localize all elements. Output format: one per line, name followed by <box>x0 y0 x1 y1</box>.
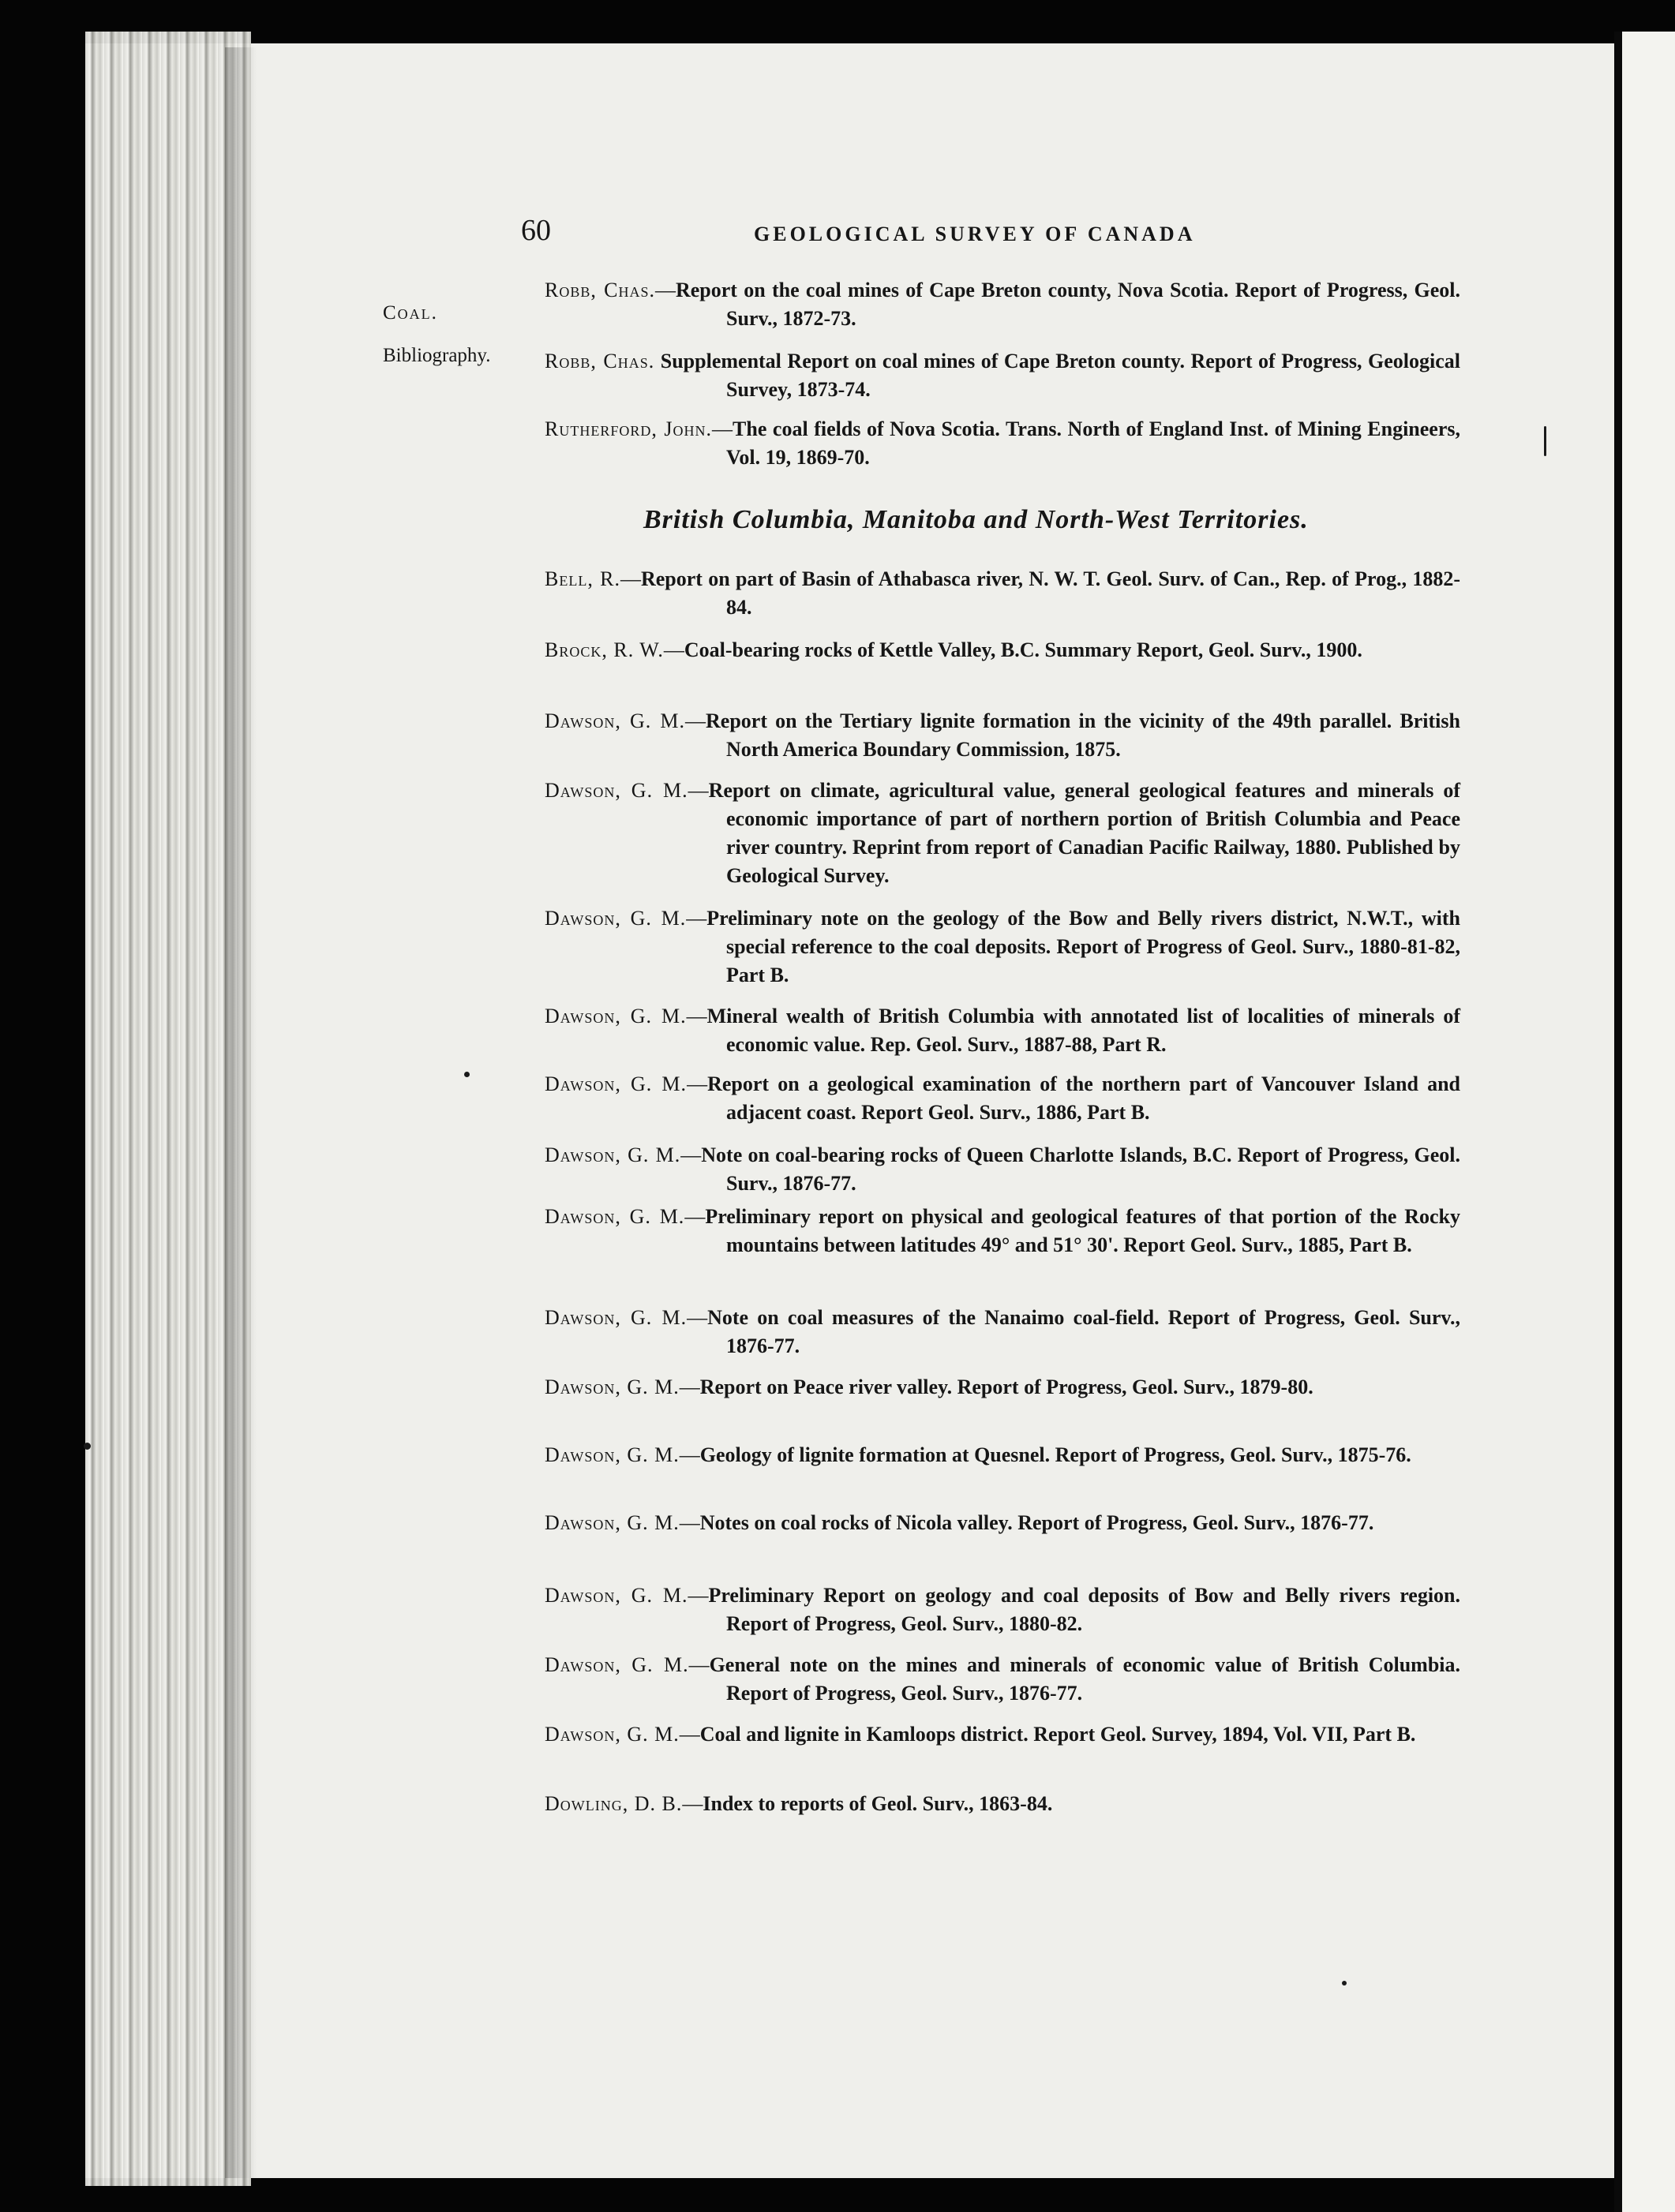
entry-author: Dawson, G. M. <box>545 1375 680 1398</box>
scan-speck <box>464 1072 470 1077</box>
entry-text: Preliminary note on the geology of the Bow and Belly rivers district, N.W.T., with special reference to the coal deposits. Report of Progress of Geol. Surv., 1880-81-82, Part B. <box>706 907 1460 986</box>
bibliography-entry <box>545 347 1460 404</box>
margin-note-bibliography: Bibliography. <box>383 345 491 366</box>
entry-author: Brock, R. W. <box>545 638 664 661</box>
entry-author: Dawson, G. M. <box>545 1511 680 1534</box>
bibliography-entry: Dawson, G. M.—Preliminary Report on geology and coal deposits of Bow and Belly rivers region. Report of Progress, Geol. Surv., 1880-82. <box>545 1584 1461 1635</box>
entry-author: Dawson, G. M. <box>545 1205 685 1228</box>
bibliography-entry: Dawson, G. M.—General note on the mines and minerals of economic value of British Columbia. Report of Progress, Geol. Surv., 1876-77. <box>545 1653 1460 1705</box>
bibliography-entry: Dawson, G. M.—Report on the Tertiary lignite formation in the vicinity of the 49th parallel. British North America Boundary Commission, 1875. <box>545 709 1460 761</box>
bibliography-entry: Dawson, G. M.—Geology of lignite formation at Quesnel. Report of Progress, Geol. Surv., 1875-76. <box>545 1443 1411 1466</box>
scan-speck <box>1342 1981 1347 1986</box>
scan-mark <box>1544 426 1546 456</box>
bibliography-entry: Dowling, D. B.—Index to reports of Geol. Surv., 1863-84. <box>545 1792 1053 1815</box>
entry-author: Dawson, G. M. <box>545 1306 688 1329</box>
entry-author: Dowling, D. B. <box>545 1792 683 1815</box>
entry-author: Robb, Chas. <box>545 279 655 301</box>
margin-note-coal: Coal. <box>383 302 438 324</box>
entry-text: Notes on coal rocks of Nicola valley. Report of Progress, Geol. Surv., 1876-77. <box>699 1511 1374 1534</box>
bibliography-entry: Bell, R.—Report on part of Basin of Athabasca river, N. W. T. Geol. Surv. of Can., Rep. of Prog., 1882-84. <box>545 567 1461 619</box>
entry-text: Preliminary Report on geology and coal deposits of Bow and Belly rivers region. Report of Progress, Geol. Surv., 1880-82. <box>708 1584 1461 1635</box>
running-head: GEOLOGICAL SURVEY OF CANADA <box>754 223 1196 245</box>
section-heading: British Columbia, Manitoba and North-West Territories. <box>643 505 1309 534</box>
entry-author: Dawson, G. M. <box>545 1143 681 1166</box>
entry-text: Preliminary report on physical and geological features of that portion of the Rocky mountains between latitudes 49° and 51° 30'. Report Geol. Surv., 1885, Part B. <box>705 1205 1460 1256</box>
bibliography-entry: Dawson, G. M.—Notes on coal rocks of Nicola valley. Report of Progress, Geol. Surv., 1876-77. <box>545 1511 1374 1534</box>
bibliography-entry: Dawson, G. M.—Note on coal measures of the Nanaimo coal-field. Report of Progress, Geol. Surv., 1876-77. <box>545 1306 1460 1357</box>
scan-speck <box>84 1443 91 1450</box>
entry-author: Robb, Chas. <box>545 350 655 372</box>
entry-author: Dawson, G. M. <box>545 1443 680 1466</box>
bibliography-entry: Dawson, G. M.—Preliminary report on physical and geological features of that portion of the Rocky mountains between latitudes 49° and 51° 30'. Report Geol. Surv., 1885, Part B. <box>545 1205 1460 1256</box>
bibliography-entry: Dawson, G. M.—Coal and lignite in Kamloops district. Report Geol. Survey, 1894, Vol. VII, Part B. <box>545 1723 1416 1746</box>
bibliography-entry: Dawson, G. M.—Report on Peace river valley. Report of Progress, Geol. Surv., 1879-80. <box>545 1375 1313 1398</box>
entry-author: Dawson, G. M. <box>545 1072 688 1095</box>
entry-text: Report on the Tertiary lignite formation in the vicinity of the 49th parallel. British North America Boundary Commission, 1875. <box>706 709 1460 761</box>
bibliography-entry: Dawson, G. M.—Mineral wealth of British Columbia with annotated list of localities of minerals of economic value. Rep. Geol. Surv., 1887-88, Part R. <box>545 1005 1461 1056</box>
bibliography-entry: Brock, R. W.—Coal-bearing rocks of Kettle Valley, B.C. Summary Report, Geol. Surv., 1900. <box>545 638 1362 661</box>
margin-note <box>383 292 491 377</box>
bibliography-entry: Dawson, G. M.—Report on climate, agricultural value, general geological features and minerals of economic importance of part of northern portion of British Columbia and Peace river country. Reprint from report of Canadian Pacific Railway, 1880. Published by Geological Survey. <box>545 779 1460 887</box>
adjacent-page-edge <box>1622 32 1675 2212</box>
entry-author: Dawson, G. M. <box>545 709 686 732</box>
entry-author: Dawson, G. M. <box>545 1005 687 1027</box>
entry-author: Dawson, G. M. <box>545 1723 680 1746</box>
entry-author: Dawson, G. M. <box>545 779 688 802</box>
entry-text: Note on coal-bearing rocks of Queen Charlotte Islands, B.C. Report of Progress, Geol. Surv., 1876-77. <box>701 1143 1460 1195</box>
entry-text: Supplemental Report on coal mines of Cape Breton county. Report of Progress, Geological Survey, 1873-74. <box>660 350 1461 401</box>
entry-author: Dawson, G. M. <box>545 1653 689 1676</box>
entry-text: Coal-bearing rocks of Kettle Valley, B.C. Summary Report, Geol. Surv., 1900. <box>684 638 1362 661</box>
entry-text: Coal and lignite in Kamloops district. Report Geol. Survey, 1894, Vol. VII, Part B. <box>699 1723 1416 1746</box>
page-number: 60 <box>521 214 551 247</box>
entry-author: Dawson, G. M. <box>545 907 687 930</box>
bibliography-entry: Dawson, G. M.—Report on a geological examination of the northern part of Vancouver Island and adjacent coast. Report Geol. Surv., 1886, Part B. <box>545 1072 1460 1124</box>
entry-author: Bell, R. <box>545 567 620 590</box>
entry-text: Mineral wealth of British Columbia with annotated list of localities of minerals of economic value. Rep. Geol. Surv., 1887-88, Part R. <box>706 1005 1461 1056</box>
entry-author: Rutherford, John. <box>545 417 713 440</box>
entry-text: The coal fields of Nova Scotia. Trans. North of England Inst. of Mining Engineers, Vol. 19, 1869-70. <box>726 417 1460 469</box>
bibliography-entry: Dawson, G. M.—Note on coal-bearing rocks of Queen Charlotte Islands, B.C. Report of Progress, Geol. Surv., 1876-77. <box>545 1143 1460 1195</box>
entry-text: Report on Peace river valley. Report of Progress, Geol. Surv., 1879-80. <box>699 1375 1313 1398</box>
entry-text: Geology of lignite formation at Quesnel. Report of Progress, Geol. Surv., 1875-76. <box>699 1443 1411 1466</box>
gutter-shadow <box>225 47 257 2178</box>
entry-text: Report on the coal mines of Cape Breton county, Nova Scotia. Report of Progress, Geol. Surv., 1872-73. <box>675 279 1461 330</box>
entry-text: Note on coal measures of the Nanaimo coal-field. Report of Progress, Geol. Surv., 1876-77. <box>707 1306 1460 1357</box>
entry-text: Report on a geological examination of the northern part of Vancouver Island and adjacent coast. Report Geol. Surv., 1886, Part B. <box>707 1072 1460 1124</box>
entry-text: Report on part of Basin of Athabasca river, N. W. T. Geol. Surv. of Can., Rep. of Prog., 1882-84. <box>640 567 1461 619</box>
entry-author: Dawson, G. M. <box>545 1584 688 1607</box>
bibliography-entry: Dawson, G. M.—Preliminary note on the geology of the Bow and Belly rivers district, N.W.T., with special reference to the coal deposits. Report of Progress of Geol. Surv., 1880-81-82, Part B. <box>545 907 1460 986</box>
entry-text: General note on the mines and minerals of economic value of British Columbia. Report of Progress, Geol. Surv., 1876-77. <box>709 1653 1460 1705</box>
entry-text: Index to reports of Geol. Surv., 1863-84. <box>703 1792 1053 1815</box>
entry-text: Report on climate, agricultural value, general geological features and minerals of economic importance of part of northern portion of British Columbia and Peace river country. Reprint from report of Canadian Pacific Railway, 1880. Published by Geological Survey. <box>708 779 1460 887</box>
bibliography-entry: Robb, Chas.—Report on the coal mines of Cape Breton county, Nova Scotia. Report of Progress, Geol. Surv., 1872-73. <box>545 279 1461 330</box>
bibliography-entry: Rutherford, John.—The coal fields of Nova Scotia. Trans. North of England Inst. of Mining Engineers, Vol. 19, 1869-70. <box>545 417 1460 469</box>
